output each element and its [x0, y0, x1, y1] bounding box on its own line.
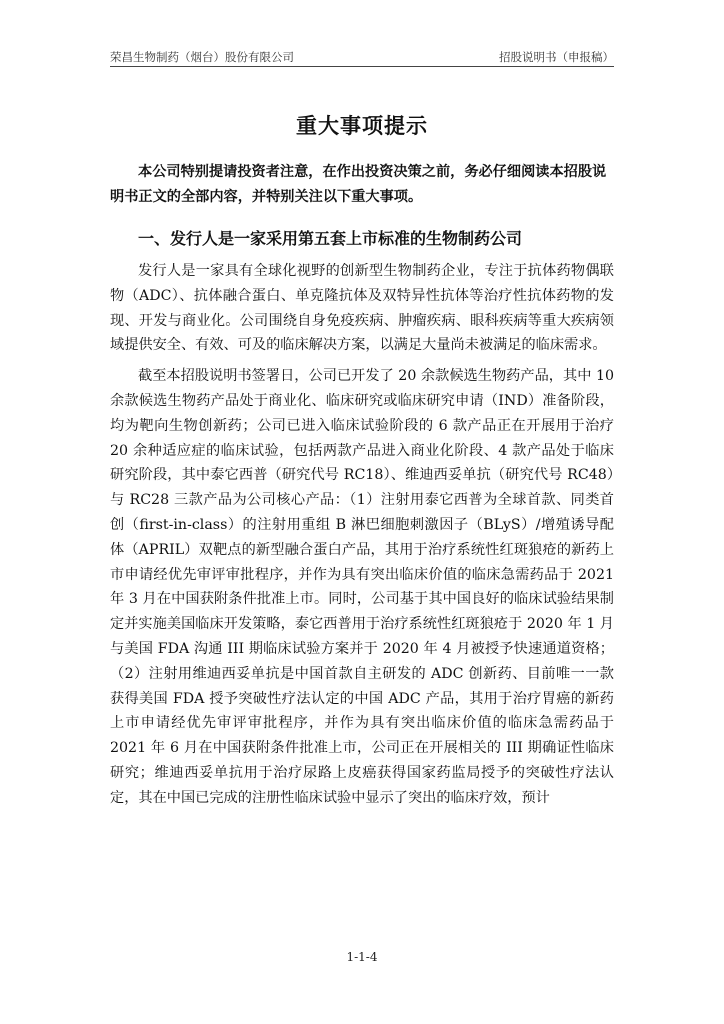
paragraph-company-overview: 发行人是一家具有全球化视野的创新型生物制药企业，专注于抗体药物偶联物（ADC）、抗体融合蛋白、单克隆抗体及双特异性抗体等治疗性抗体药物的发现、开发与商业化。公司围绕自身免疫疾病、肿瘤疾病、眼科疾病等重大疾病领域提供安全、有效、可及的临床解决方案，以满足大量尚未被满足的临床需求。 — [110, 263, 614, 354]
page-title: 重大事项提示 — [296, 114, 428, 138]
investor-notice: 本公司特别提请投资者注意，在作出投资决策之前，务必仔细阅读本招股说明书正文的全部内容，并特别关注以下重大事项。 — [110, 164, 607, 205]
paragraph-product-pipeline: 截至本招股说明书签署日，公司已开发了 20 余款候选生物药产品，其中 10 余款候选生物药产品处于商业化、临床研究或临床研究申请（IND）准备阶段，均为靶向生物创新药；公司已进入临床试验阶段的 6 款产品正在开展用于治疗 20 余种适应症的临床试验，包括两款产品进入商业化阶段、4 款产品处于临床研究阶段，其中泰它西普（研究代号 RC18）、维迪西妥单抗（研究代号 RC48）与 RC28 三款产品为公司核心产品：（1）注射用泰它西普为全球首款、同类首创（first-in-class）的注射用重组 B 淋巴细胞刺激因子（BLyS）/增殖诱导配体（APRIL）双靶点的新型融合蛋白产品，其用于治疗系统性红斑狼疮的新药上市申请经优先审评审批程序，并作为具有突出临床价值的临床急需药品于 2021 年 3 月在中国获附条件批准上市。同时，公司基于其中国良好的临床试验结果制定并实施美国临床开发策略，泰它西普用于治疗系统性红斑狼疮于 2020 年 1 月与美国 FDA 沟通 III 期临床试验方案并于 2020 年 4 月被授予快速通道资格；（2）注射用维迪西妥单抗是中国首款自主研发的 ADC 创新药、目前唯一一款获得美国 FDA 授予突破性疗法认定的中国 ADC 产品，其用于治疗胃癌的新药上市申请经优先审评审批程序，并作为具有突出临床价值的临床急需药品于 2021 年 6 月在中国获附条件批准上市，公司正在开展相关的 III 期确证性临床研究；维迪西妥单抗用于治疗尿路上皮癌获得国家药监局授予的突破性疗法认定，其在中国已完成的注册性临床试验中显示了突出的临床疗效，预计 — [110, 368, 614, 806]
main-content — [110, 160, 614, 817]
header-document-type: 招股说明书（申报稿） — [499, 50, 614, 64]
header-divider — [110, 66, 614, 67]
page-number: 1-1-4 — [346, 950, 378, 964]
header-company-name: 荣昌生物制药（烟台）股份有限公司 — [110, 50, 294, 64]
section-heading-1: 一、发行人是一家采用第五套上市标准的生物制药公司 — [138, 229, 523, 248]
